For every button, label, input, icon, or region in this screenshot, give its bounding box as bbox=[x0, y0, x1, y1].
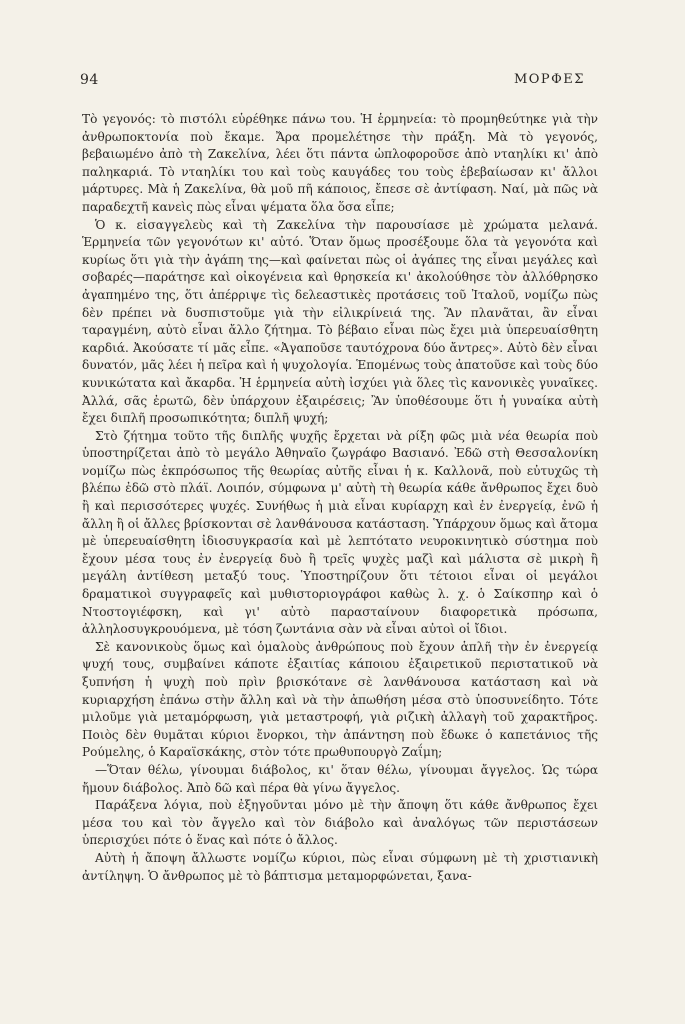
paragraph: Αὐτὴ ἡ ἄποψη ἄλλωστε νομίζω κύριοι, πὼς εἶναι σύμφωνη μὲ τὴ χριστιανικὴ ἀντίληψη. Ὁ ἄνθρωπος μὲ τὸ βάπτισμα μεταμορφώνεται, ξανα- bbox=[82, 850, 598, 883]
paragraph: Τὸ γεγονός: τὸ πιστόλι εὑρέθηκε πάνω του. Ἡ ἑρμηνεία: τὸ προμηθεύτηκε γιὰ τὴν ἀνθρωποκτονία ποὺ ἔκαμε. Ἄρα προμελέτησε τὴν πράξη. Μὰ τὸ γεγονός, βεβαιωμένο ἀπὸ τὴ Ζακελίνα, λέει ὅτι πάντα ὡπλοφοροῦσε ἀπὸ νταηλίκι κι' ἀπὸ παληκαριά. Τὸ νταηλίκι του καὶ τοὺς καυγάδες του τοὺς ἐβεβαίωσαν κι' ἄλλοι μάρτυρες. Μὰ ἡ Ζακελίνα, θὰ μοῦ πῆ κάποιος, ἔπεσε σὲ ἀντίφαση. Ναί, μὰ πῶς νὰ παραδεχτῆ κανεὶς πὼς εἶναι ψέματα ὅλα ὅσα εἶπε; bbox=[82, 112, 598, 214]
page-header bbox=[80, 72, 585, 92]
paragraph: —Ὅταν θέλω, γίνουμαι διάβολος, κι' ὅταν θέλω, γίνουμαι ἄγγελος. Ὡς τώρα ἤμουν διάβολος. Ἀπὸ δῶ καὶ πέρα θὰ γίνω ἄγγελος. bbox=[82, 762, 598, 795]
page-number: 94 bbox=[80, 72, 99, 88]
body-text bbox=[82, 111, 598, 885]
paragraph: Στὸ ζήτημα τοῦτο τῆς διπλῆς ψυχῆς ἔρχεται νὰ ρίξη φῶς μιὰ νέα θεωρία ποὺ ὑποστηρίζεται ἀπὸ τὸ μεγάλο Ἀθηναῖο ζωγράφο Βασιανό. Ἐδῶ στὴ Θεσσαλονίκη νομίζω πὼς ἐκπρόσωπος τῆς θεωρίας αὐτῆς εἶναι ἡ κ. Καλλονᾶ, ποὺ εὐτυχῶς τὴ βλέπω ἐδῶ στὸ πλάϊ. Λοιπόν, σύμφωνα μ' αὐτὴ τὴ θεωρία κάθε ἄνθρωπος ἔχει δυὸ ἢ καὶ περισσότερες ψυχές. Συνήθως ἡ μιὰ εἶναι κυρίαρχη καὶ ἐν ἐνεργείᾳ, ἐνῶ ἡ ἄλλη ἢ οἱ ἄλλες βρίσκονται σὲ λανθάνουσα κατάσταση. Ὑπάρχουν ὅμως καὶ ἄτομα μὲ ὑπερευαίσθητη ἰδιοσυγκρασία καὶ μὲ λεπτότατο νευροκινητικὸ σύστημα ποὺ ἔχουν μέσα τους ἐν ἐνεργείᾳ δυὸ ἢ τρεῖς ψυχὲς μαζὶ καὶ μάλιστα σὲ μικρὴ ἢ μεγάλη ἀντίθεση μεταξύ τους. Ὑποστηρίζουν ὅτι τέτοιοι εἶναι οἱ μεγάλοι δραματικοὶ συγγραφεῖς καὶ μυθιστοριογράφοι καθὼς λ. χ. ὁ Σαίκσπηρ καὶ ὁ Ντοστογιέφσκη, καὶ γι' αὐτὸ παρασταίνουν διαφορετικὰ πρόσωπα, ἀλληλοσυγκρουόμενα, μὲ τόση ζωντάνια σὰν νὰ εἶναι αὐτοὶ οἱ ἴδιοι. bbox=[82, 428, 598, 637]
paragraph: Σὲ κανονικοὺς ὅμως καὶ ὁμαλοὺς ἀνθρώπους ποὺ ἔχουν ἁπλῆ τὴν ἐν ἐνεργείᾳ ψυχή τους, συμβαίνει κάποτε ἐξαιτίας κάποιου ἐξαιρετικοῦ περιστατικοῦ νὰ ξυπνήση ἡ ψυχὴ ποὺ πρὶν βρισκότανε σὲ λανθάνουσα κατάσταση καὶ νὰ κυριαρχήση ἐπάνω στὴν ἄλλη καὶ νὰ τὴν ἀπωθήση μέσα στὸ ὑποσυνείδητο. Τότε μιλοῦμε γιὰ μεταμόρφωση, γιὰ μεταστροφή, γιὰ ριζικὴ ἀλλαγὴ τοῦ χαρακτῆρος. Ποιὸς δὲν θυμᾶται κύριοι ἔνορκοι, τὴν ἀπάντηση ποὺ ἔδωκε ὁ καπετάνιος τῆς Ρούμελης, ὁ Καραϊσκάκης, στὸν τότε πρωθυπουργὸ Ζαΐμη; bbox=[82, 639, 598, 760]
paragraph: Παράξενα λόγια, ποὺ ἐξηγοῦνται μόνο μὲ τὴν ἄποψη ὅτι κάθε ἄνθρωπος ἔχει μέσα του καὶ τὸν ἄγγελο καὶ τὸν διάβολο καὶ ἀναλόγως τῶν περιστάσεων ὑπερισχύει πότε ὁ ἕνας καὶ πότε ὁ ἄλλος. bbox=[82, 798, 598, 848]
running-title: ΜΟΡΦΕΣ bbox=[513, 72, 585, 87]
paragraph: Ὁ κ. εἰσαγγελεὺς καὶ τὴ Ζακελίνα τὴν παρουσίασε μὲ χρώματα μελανά. Ἑρμηνεία τῶν γεγονότων κι' αὐτό. Ὅταν ὅμως προσέξουμε ὅλα τὰ γεγονότα καὶ κυρίως ὅτι γιὰ τὴν ἀγάπη της—καὶ φαίνεται πὼς οἱ ἀγάπες της εἶναι μεγάλες καὶ σοβαρές—παράτησε καὶ οἰκογένεια καὶ θρησκεία κι' ἀκολούθησε τὸν ἀλλόθρησκο ἀγαπημένο της, ὅτι ἀπέρριψε τὶς δελεαστικὲς προτάσεις τοῦ Ἰταλοῦ, νομίζω πὼς δὲν πρέπει νὰ δυσπιστοῦμε γιὰ τὴν εἰλικρίνειά της. Ἂν πλανᾶται, ἂν εἶναι ταραγμένη, αὐτὸ εἶναι ἄλλο ζήτημα. Τὸ βέβαιο εἶναι πὼς ἔχει μιὰ ὑπερευαίσθητη καρδιά. Ἀκούσατε τί μᾶς εἶπε. «Ἀγαποῦσε ταυτόχρονα δύο ἄντρες». Αὐτὸ δὲν εἶναι δυνατόν, μᾶς λέει ἡ πεῖρα καὶ ἡ ψυχολογία. Ἑπομένως τοὺς ἀπατοῦσε καὶ τοὺς δύο κυνικώτατα καὶ ἄκαρδα. Ἡ ἑρμηνεία αὐτὴ ἰσχύει γιὰ ὅλες τὶς κανονικὲς γυναῖκες. Ἀλλά, σᾶς ἐρωτῶ, δὲν ὑπάρχουν ἐξαιρέσεις; Ἂν ὑποθέσουμε ὅτι ἡ γυναίκα αὐτὴ ἔχει διπλῆ προσωπικότητα; διπλῆ ψυχή; bbox=[82, 217, 598, 426]
